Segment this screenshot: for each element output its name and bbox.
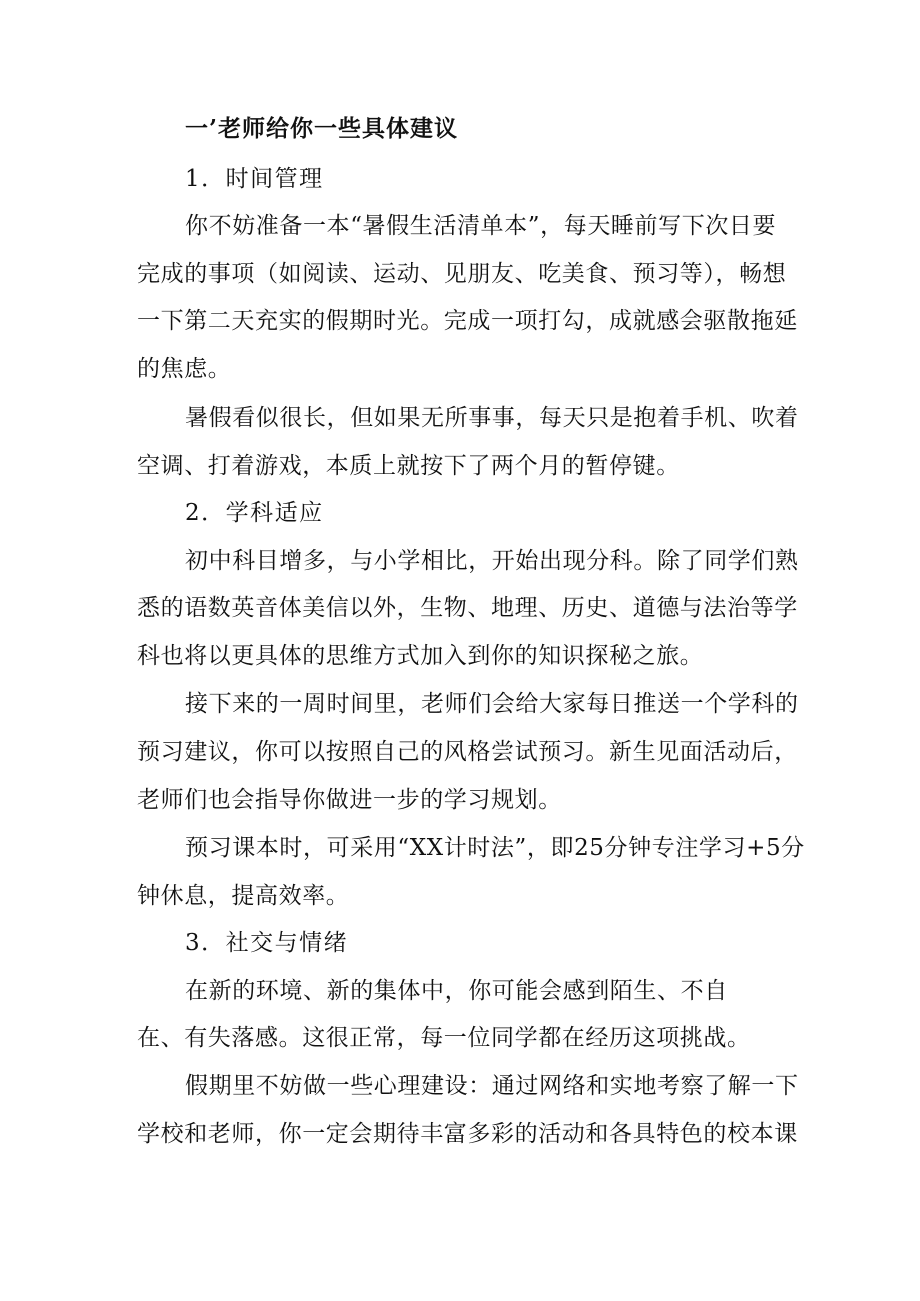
- subheading-subject-adaptation: 2．学科适应: [185, 500, 324, 526]
- paragraph-line: 科也将以更具体的思维方式加入到你的知识探秘之旅。: [137, 643, 704, 669]
- paragraph-line: 学校和老师，你一定会期待丰富多彩的活动和各具特色的校本课: [137, 1121, 798, 1147]
- paragraph-line: 预习课本时，可采用“XX计时法”，即25分钟专注学习+5分: [185, 835, 805, 861]
- paragraph-line: 假期里不妨做一些心理建设：通过网络和实地考察了解一下: [185, 1073, 799, 1099]
- paragraph-line: 一下第二天充实的假期时光。完成一项打勾，成就感会驱散拖延: [137, 308, 798, 334]
- paragraph-line: 悉的语数英音体美信以外，生物、地理、历史、道德与法治等学: [137, 595, 798, 621]
- subheading-time-management: 1．时间管理: [185, 166, 324, 192]
- paragraph-line: 初中科目增多，与小学相比，开始出现分科。除了同学们熟: [185, 548, 799, 574]
- paragraph-line: 在、有失落感。这很正常，每一位同学都在经历这项挑战。: [137, 1025, 751, 1051]
- paragraph-line: 空调、打着游戏，本质上就按下了两个月的暂停键。: [137, 453, 680, 479]
- paragraph-line: 预习建议，你可以按照自己的风格尝试预习。新生见面活动后，: [137, 739, 798, 765]
- paragraph-line: 钟休息，提高效率。: [137, 883, 350, 909]
- paragraph-line: 完成的事项（如阅读、运动、见朋友、吃美食、预习等），畅想: [137, 261, 787, 287]
- paragraph-line: 老师们也会指导你做进一步的学习规划。: [137, 787, 562, 813]
- paragraph-line: 你不妨准备一本“暑假生活清单本”，每天睡前写下次日要: [185, 213, 777, 239]
- paragraph-line: 在新的环境、新的集体中，你可能会感到陌生、不自: [185, 978, 728, 1004]
- paragraph-line: 暑假看似很长，但如果无所事事，每天只是抱着手机、吹着: [185, 405, 799, 431]
- paragraph-line: 接下来的一周时间里，老师们会给大家每日推送一个学科的: [185, 691, 799, 717]
- subheading-social-emotion: 3．社交与情绪: [185, 930, 349, 956]
- paragraph-line: 的焦虑。: [137, 356, 232, 382]
- section-heading: 一’老师给你一些具体建议: [185, 115, 459, 142]
